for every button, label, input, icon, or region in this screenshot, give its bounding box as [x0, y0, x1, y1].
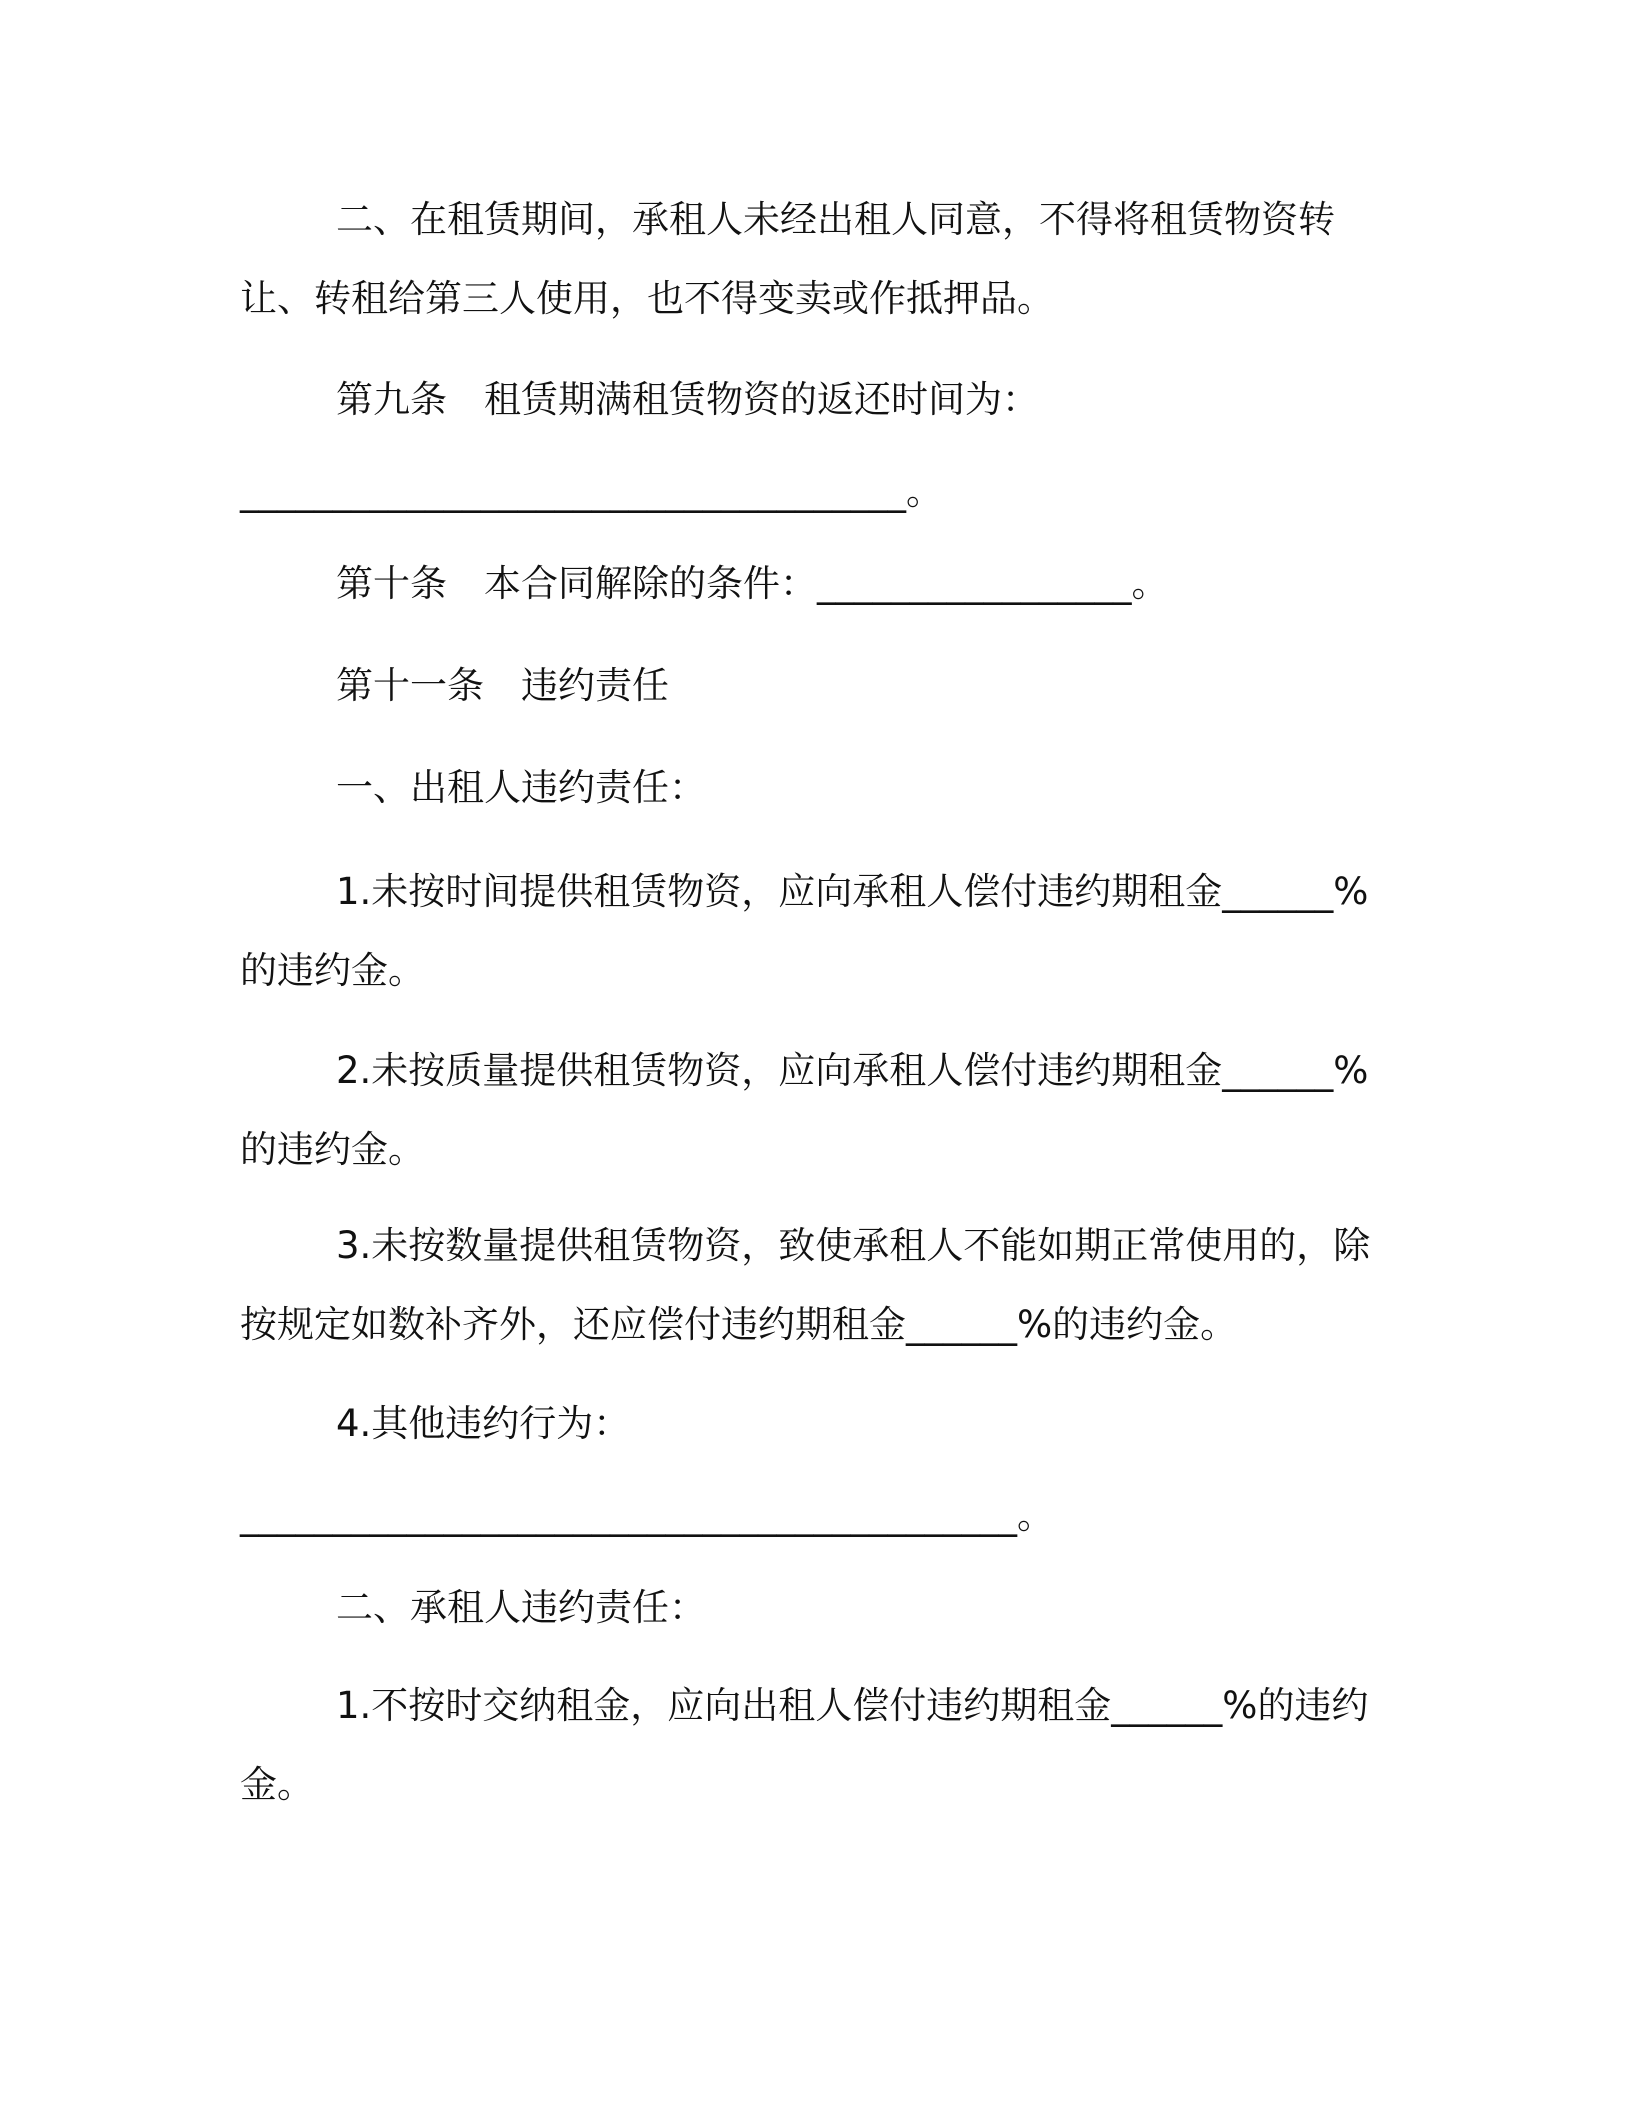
paragraph-article-10: 第十条 本合同解除的条件：_________________。 [336, 562, 1169, 605]
paragraph-lessor-item-4-blank: __________________________________________。 [240, 1494, 1054, 1537]
paragraph-lessee-liability: 二、承租人违约责任： [336, 1586, 706, 1629]
paragraph-lessor-item-1: 1.未按时间提供租赁物资，应向承租人偿付违约期租金______%的违约金。 [240, 870, 1369, 992]
paragraph-lessor-item-4: 4.其他违约行为： [336, 1402, 631, 1445]
paragraph-lessor-item-2: 2.未按质量提供租赁物资，应向承租人偿付违约期租金______%的违约金。 [240, 1049, 1369, 1171]
paragraph-lessor-liability: 一、出租人违约责任： [336, 766, 706, 809]
paragraph-lessee-item-1: 1.不按时交纳租金，应向出租人偿付违约期租金______%的违约金。 [240, 1684, 1369, 1806]
paragraph-lessor-item-3: 3.未按数量提供租赁物资，致使承租人不能如期正常使用的，除按规定如数补齐外，还应偿付违约期租金______%的违约金。 [240, 1224, 1371, 1346]
paragraph-sublease-prohibition: 二、在租赁期间，承租人未经出租人同意，不得将租赁物资转让、转租给第三人使用，也不得变卖或作抵押品。 [240, 198, 1335, 320]
paragraph-article-11: 第十一条 违约责任 [336, 664, 669, 707]
paragraph-article-9: 第九条 租赁期满租赁物资的返还时间为： [336, 378, 1039, 421]
paragraph-article-9-blank: ____________________________________。 [240, 470, 943, 513]
